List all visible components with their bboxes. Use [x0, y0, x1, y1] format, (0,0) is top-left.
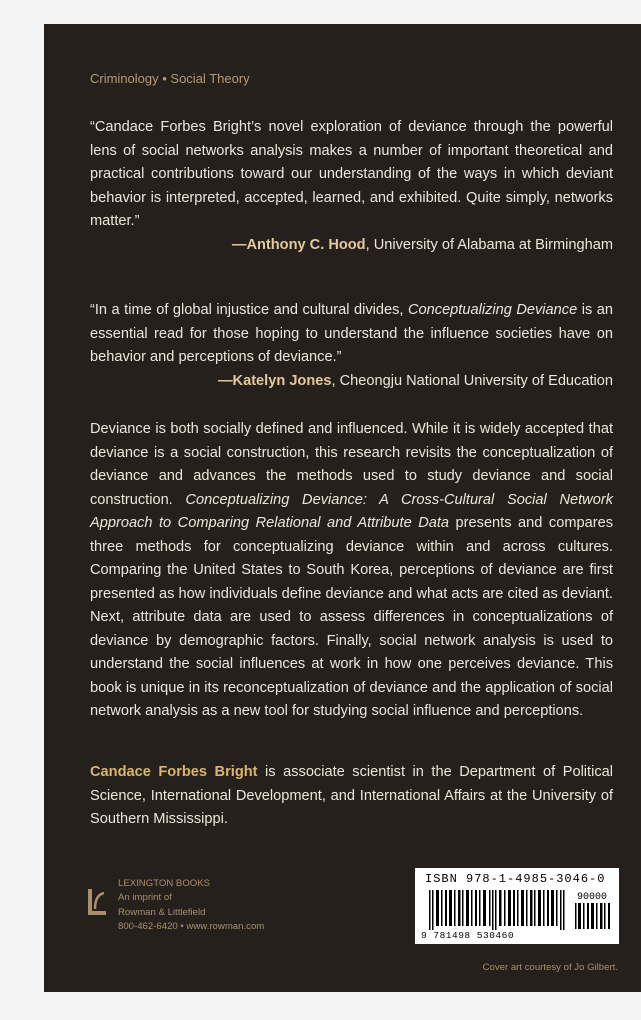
description-part-2: presents and compares three methods for conceptualizing deviance within and across cultures. Comparing the United States to South Korea, perceptions of deviance are first presented as how individuals define deviance and what acts are cited as deviant. Next, attribute data are used to assess differences in conceptualizations of deviance by demographic factors. Finally, social network analysis is used to understand the social influences at work in how one perceives deviance. This book is unique in its reconceptualization of deviance and the application of social network analysis as a new tool for studying social influence and perceptions. — [90, 515, 613, 719]
endorsement-quote-1 — [90, 116, 613, 257]
quote-text-end: is an essential read for those hoping to understand the influence societies have on behavior and perceptions of deviance.” — [90, 302, 613, 365]
endorser-affiliation: , University of Alabama at Birmingham — [365, 236, 613, 253]
author-bio-text: is associate scientist in the Department of Political Science, International Development, and International Affairs at the University of Southern Mississippi. — [90, 764, 613, 827]
publisher-parent: Rowman & Littlefield — [118, 906, 206, 918]
author-name: Candace Forbes Bright — [90, 764, 258, 780]
lexington-logo-icon — [88, 889, 106, 915]
price-code: 90000 — [577, 892, 608, 903]
book-title-italic: Conceptualizing Deviance — [408, 302, 578, 318]
endorser-name: Anthony C. Hood — [246, 236, 366, 253]
category-label: Criminology • Social Theory — [90, 71, 250, 86]
endorser-affiliation: , Cheongju National University of Education — [331, 372, 613, 389]
publisher-imprint-label: An imprint of — [118, 892, 172, 904]
publisher-name: LEXINGTON BOOKS — [118, 878, 211, 889]
quote-attribution — [90, 370, 613, 394]
attribution-dash: — — [231, 236, 247, 253]
description-book-title: Conceptualizing Deviance: A Cross-Cultural Social Network Approach to Comparing Relational and Attribute Data — [90, 491, 613, 531]
book-description — [90, 418, 613, 724]
barcode-digits: 9 781498 530460 — [421, 930, 515, 941]
endorsement-quote-2 — [90, 299, 613, 393]
author-bio — [90, 761, 613, 832]
quote-attribution — [90, 234, 613, 258]
cover-art-credit: Cover art courtesy of Jo Gilbert. — [482, 962, 618, 973]
back-cover — [44, 24, 641, 992]
isbn-barcode — [415, 868, 619, 944]
publisher-contact: 800-462-6420 • www.rowman.com — [118, 921, 265, 933]
publisher-block — [88, 877, 288, 947]
quote-text: “Candace Forbes Bright’s novel exploration of deviance through the powerful lens of social networks analysis makes a number of important theoretical and practical contributions toward our understanding of the ways in which deviant behavior is interpreted, accepted, learned, and exhibited. Quite simply, networks matter.” — [90, 119, 613, 229]
attribution-dash: — — [217, 372, 233, 389]
description-part-1: Deviance is both socially defined and influenced. While it is widely accepted that deviance is a social construction, this research revisits the conceptualization of deviance and advances the methods used to study deviance and social construction. — [90, 421, 613, 508]
barcode-bars — [429, 890, 569, 930]
endorser-name: Katelyn Jones — [232, 372, 332, 389]
publisher-info — [118, 877, 264, 935]
addon-barcode-bars — [575, 903, 611, 929]
quote-text-start: “In a time of global injustice and cultural divides, — [90, 302, 408, 318]
isbn-number: ISBN 978-1-4985-3046-0 — [425, 872, 606, 886]
